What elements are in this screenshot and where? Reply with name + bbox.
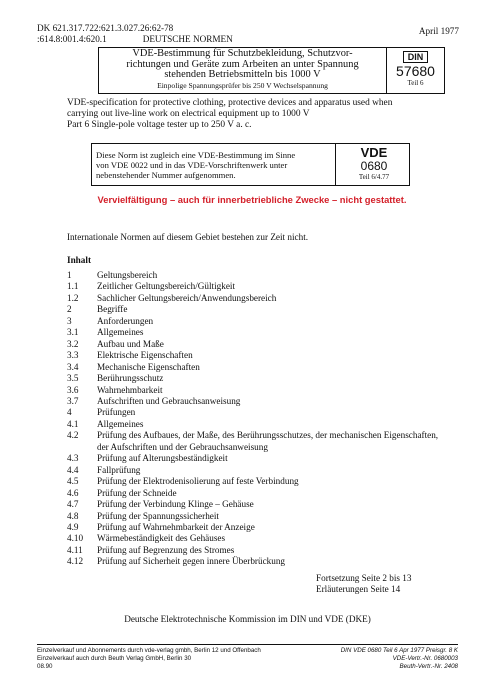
toc-number: 4.10	[67, 533, 84, 544]
toc-title: Prüfungen	[97, 407, 136, 418]
toc-number: 4.8	[67, 510, 79, 521]
toc-number: 4.7	[67, 499, 79, 510]
commission-line: Deutsche Elektrotechnische Kommission im DIN und VDE (DKE)	[124, 614, 371, 624]
copy-warning: Vervielfältigung – auch für innerbetriebliche Zwecke – nicht gestattet.	[97, 194, 407, 205]
title-box	[98, 47, 386, 94]
footer-right-line-3: Beuth-Vertr.-Nr. 2408	[399, 663, 458, 670]
toc-title: Prüfung der Schneide	[97, 487, 177, 498]
toc-number: 4.2	[67, 430, 79, 441]
toc-number: 2	[67, 304, 72, 315]
toc-number: 1	[67, 270, 72, 280]
toc-number: 1.2	[67, 292, 79, 303]
toc-title: Prüfung des Aufbaues, der Maße, des Berührungsschutzes, der mechanischen Eigenschaften, der Aufschriften und der Gebrauchsanweisung	[97, 430, 439, 452]
toc-number: 3.2	[67, 338, 79, 349]
vde-notice-text	[96, 150, 326, 181]
toc-item	[67, 465, 447, 476]
toc-item	[67, 327, 447, 338]
toc-item	[67, 453, 447, 464]
toc-item	[67, 407, 447, 418]
dk-number-line1: DK 621.317.722:621.3.027.26:62-78	[37, 23, 174, 33]
din-number: 57680	[396, 63, 435, 79]
footer-right	[341, 647, 458, 671]
toc-item	[67, 499, 447, 510]
toc-number: 4.9	[67, 521, 79, 532]
toc-item	[67, 476, 447, 487]
toc-item	[67, 511, 447, 522]
footer-left	[37, 647, 261, 671]
toc-item	[67, 419, 447, 430]
toc-title: Prüfung auf Alterungsbeständigkeit	[97, 453, 228, 464]
toc-item	[67, 430, 447, 453]
toc-title: Elektrische Eigenschaften	[97, 350, 193, 361]
vde-notice-line-3: nebenstehender Nummer aufgenommen.	[96, 170, 236, 181]
toc-number: 1.1	[67, 281, 79, 292]
toc-title: Prüfung auf Begrenzung des Stromes	[97, 544, 235, 555]
toc-number: 4	[67, 407, 72, 418]
toc-title: Wahrnehmbarkeit	[97, 384, 163, 395]
toc-title: Prüfung der Spannungssicherheit	[97, 510, 219, 521]
toc-number: 3.5	[67, 373, 79, 384]
toc-number: 4.6	[67, 487, 79, 498]
toc-title: Geltungsbereich	[97, 270, 158, 280]
toc-title: Prüfung auf Wahrnehmbarkeit der Anzeige	[97, 521, 255, 532]
title-subtitle: Einpolige Spannungsprüfer bis 250 V Wechselspannung	[157, 80, 328, 90]
toc-number: 4.12	[67, 556, 84, 567]
continuation-line-2: Erläuterungen Seite 14	[316, 584, 401, 594]
din-box	[386, 47, 445, 94]
toc-item	[67, 533, 447, 544]
toc-title: Begriffe	[97, 304, 128, 315]
series-name: DEUTSCHE NORMEN	[142, 34, 233, 44]
toc-title: Mechanische Eigenschaften	[97, 361, 200, 372]
dk-line2	[37, 34, 297, 45]
table-of-contents	[67, 270, 447, 568]
footer-right-line-1: DIN VDE 0680 Teil 6 Apr 1977 Preisgr. 8 K	[340, 647, 458, 654]
toc-number: 4.4	[67, 464, 79, 475]
toc-item	[67, 362, 447, 373]
toc-item	[67, 396, 447, 407]
toc-title: Sachlicher Geltungsbereich/Anwendungsbereich	[97, 292, 277, 303]
toc-number: 4.11	[67, 544, 83, 555]
footer-left-line-1: Einzelverkauf und Abonnements durch vde-verlag gmbh, Berlin 12 und Offenbach	[37, 647, 261, 654]
toc-number: 3	[67, 315, 72, 326]
issue-date: April 1977	[418, 26, 459, 36]
toc-title: Fallprüfung	[97, 464, 141, 475]
vde-number-box	[335, 144, 412, 185]
footer-left-line-3: 08.90	[37, 663, 53, 670]
toc-number: 3.1	[67, 327, 79, 338]
toc-number: 3.4	[67, 361, 79, 372]
toc-number: 4.5	[67, 476, 79, 487]
vde-logo: VDE	[360, 145, 388, 160]
toc-title: Berührungsschutz	[97, 373, 164, 384]
toc-title: Anforderungen	[97, 315, 154, 326]
vde-notice-line-2: von VDE 0022 und in das VDE-Vorschriftenwerk unter	[96, 160, 288, 171]
toc-item	[67, 373, 447, 384]
toc-title: Wärmebeständigkeit des Gehäuses	[97, 533, 226, 544]
dk-number-line2: :614.8:001.4:620.1	[37, 34, 107, 44]
continuation-note	[316, 573, 411, 595]
title-line-1: VDE-Bestimmung für Schutzbekleidung, Schutzvor-	[132, 48, 353, 59]
vde-part: Teil 6/4.77	[358, 173, 390, 181]
toc-title: Zeitlicher Geltungsbereich/Gültigkeit	[97, 281, 236, 292]
toc-title: Aufbau und Maße	[97, 338, 164, 349]
toc-item	[67, 270, 447, 281]
toc-item	[67, 385, 447, 396]
toc-number: 4.3	[67, 453, 79, 464]
toc-title: Prüfung der Verbindung Klinge – Gehäuse	[97, 499, 254, 510]
toc-title: Prüfung der Elektrodenisolierung auf feste Verbindung	[97, 476, 299, 487]
vde-notice-box	[91, 143, 410, 186]
toc-title: Prüfung auf Sicherheit gegen innere Überbrückung	[97, 556, 286, 567]
vde-notice-line-1: Diese Norm ist zugleich eine VDE-Bestimmung im Sinne	[96, 150, 296, 160]
footer-left-line-2: Einzelverkauf auch durch Beuth Verlag GmbH, Berlin 30	[37, 655, 192, 662]
footer-divider	[37, 644, 458, 645]
toc-item	[67, 304, 447, 315]
toc-title: Aufschriften und Gebrauchsanweisung	[97, 395, 241, 406]
toc-number: 3.6	[67, 384, 79, 395]
din-part: Teil 6	[407, 79, 424, 87]
toc-item	[67, 545, 447, 556]
english-line-2: carrying out live-line work on electrical equipment up to 1000 V	[67, 109, 310, 119]
toc-item	[67, 281, 447, 292]
international-note: Internationale Normen auf diesem Gebiet bestehen zur Zeit nicht.	[67, 232, 309, 242]
toc-number: 3.3	[67, 350, 79, 361]
continuation-line-1: Fortsetzung Seite 2 bis 13	[316, 573, 412, 583]
title-line-2: richtungen und Geräte zum Arbeiten an unter Spannung	[126, 58, 359, 70]
toc-item	[67, 488, 447, 499]
title-line-3: stehenden Betriebsmitteln bis 1000 V	[164, 69, 321, 81]
vde-number: 0680	[360, 159, 388, 173]
toc-number: 3.7	[67, 395, 79, 406]
toc-number: 4.1	[67, 418, 79, 429]
footer-right-line-2: VDE-Vertr.-Nr. 0680003	[392, 655, 458, 662]
toc-heading: Inhalt	[67, 255, 92, 265]
classification-header	[37, 23, 297, 45]
english-title	[67, 98, 457, 131]
toc-item	[67, 316, 447, 327]
toc-item	[67, 350, 447, 361]
english-line-1: VDE-specification for protective clothing, protective devices and apparatus used when	[67, 98, 393, 108]
toc-title: Allgemeines	[97, 418, 144, 429]
toc-item	[67, 556, 447, 567]
toc-item	[67, 293, 447, 304]
toc-title: Allgemeines	[97, 327, 144, 338]
toc-item	[67, 339, 447, 350]
din-logo: DIN	[403, 51, 428, 63]
english-line-3: Part 6 Single-pole voltage tester up to 250 V a. c.	[67, 120, 252, 130]
toc-item	[67, 522, 447, 533]
